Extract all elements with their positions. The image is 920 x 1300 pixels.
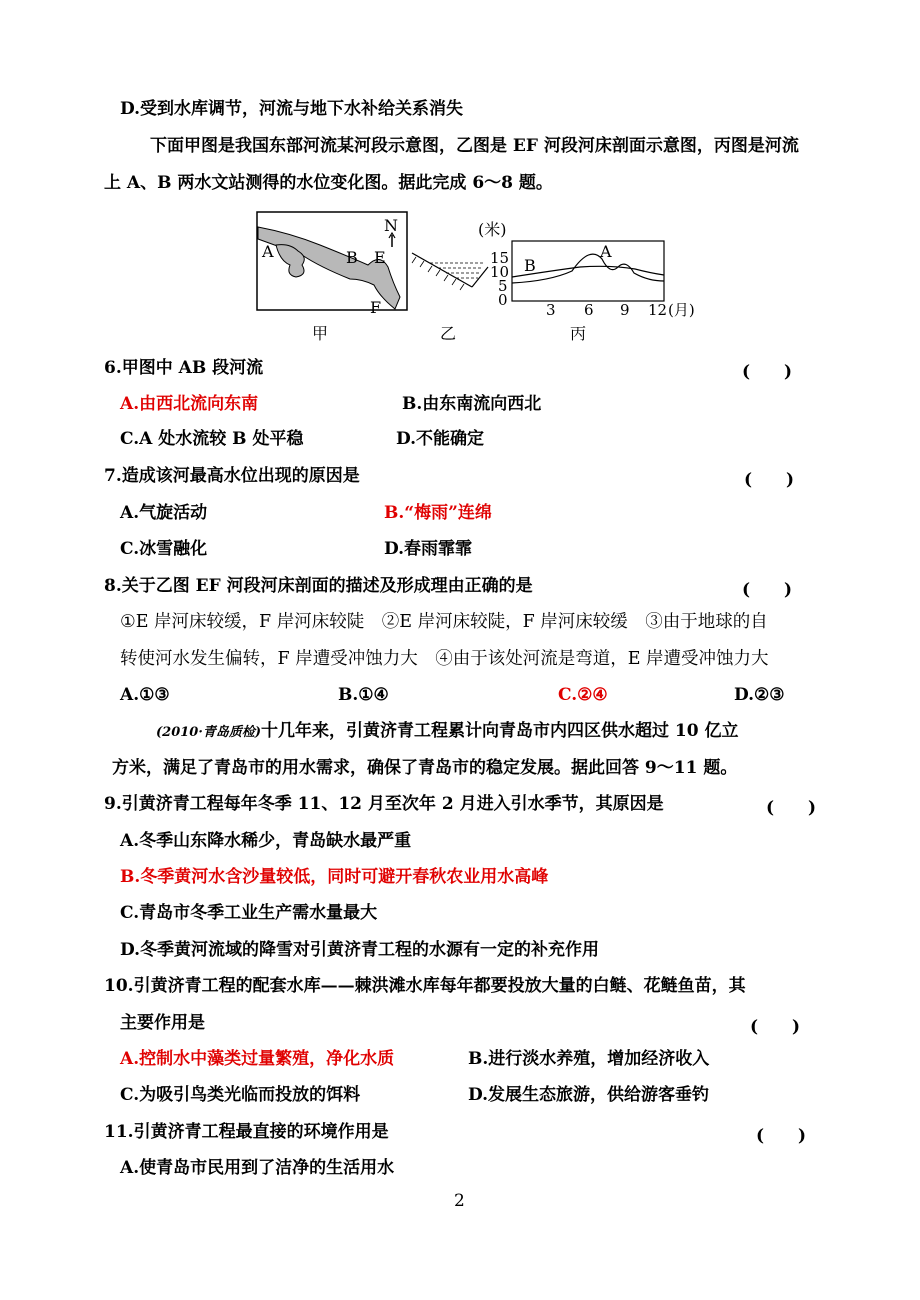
q10-option-c: C.为吸引鸟类光临而投放的饵料	[120, 1085, 361, 1105]
q7-stem: 7.造成该河最高水位出现的原因是	[104, 466, 360, 486]
q10-stem: 10.引黄济青工程的配套水库——棘洪滩水库每年都要投放大量的白鲢、花鲢鱼苗，其	[104, 976, 746, 996]
q7-option-b: B.“梅雨”连绵	[384, 503, 492, 523]
q6-option-a: A.由西北流向东南	[120, 394, 259, 414]
intro-9-11-line2: 方米，满足了青岛市的用水需求，确保了青岛市的稳定发展。据此回答 9～11 题。	[112, 758, 738, 778]
curve-label-a: A	[600, 242, 612, 261]
q10-answer-blank: ( )	[750, 1017, 801, 1037]
svg-text:5: 5	[498, 277, 508, 295]
q10-option-b: B.进行淡水养殖，增加经济收入	[468, 1049, 710, 1069]
svg-text:12: 12	[648, 301, 668, 319]
caption-bing: 丙	[570, 324, 587, 343]
svg-text:10: 10	[490, 263, 510, 281]
north-label: N	[384, 216, 398, 235]
q8-answer-blank: ( )	[742, 580, 793, 600]
figure-river-diagrams	[250, 205, 695, 345]
svg-text:9: 9	[620, 301, 630, 319]
q5-option-d: D.受到水库调节，河流与地下水补给关系消失	[120, 99, 464, 119]
curve-label-b: B	[524, 256, 536, 275]
svg-text:(月): (月)	[668, 301, 695, 319]
q6-answer-blank: ( )	[742, 362, 793, 382]
intro-6-8-line2: 上 A、B 两水文站测得的水位变化图。据此完成 6～8 题。	[104, 173, 553, 193]
q8-option-b: B.①④	[338, 685, 389, 705]
svg-text:6: 6	[584, 301, 594, 319]
q11-stem: 11.引黄济青工程最直接的环境作用是	[104, 1122, 389, 1142]
source-tag: (2010·青岛质检)	[156, 725, 262, 740]
bank-slope	[412, 253, 472, 287]
map-label-b: B	[346, 248, 358, 267]
q6-option-d: D.不能确定	[396, 429, 485, 449]
caption-yi: 乙	[440, 324, 457, 343]
q9-answer-blank: ( )	[766, 798, 817, 818]
q7-option-c: C.冰雪融化	[120, 539, 208, 559]
intro-6-8-line1: 下面甲图是我国东部河流某河段示意图，乙图是 EF 河段河床剖面示意图，丙图是河流	[150, 136, 799, 156]
q9-option-b: B.冬季黄河水含沙量较低，同时可避开春秋农业用水高峰	[120, 867, 549, 887]
q7-option-a: A.气旋活动	[120, 503, 208, 523]
q8-option-a: A.①③	[120, 685, 170, 705]
intro-9-11-line1: (2010·青岛质检)十几年来，引黄济青工程累计向青岛市内四区供水超过 10 亿立	[156, 721, 739, 741]
q9-option-a: A.冬季山东降水稀少，青岛缺水最严重	[120, 831, 412, 851]
page-number: 2	[454, 1191, 465, 1211]
q9-stem: 9.引黄济青工程每年冬季 11、12 月至次年 2 月进入引水季节，其原因是	[104, 794, 664, 814]
q11-answer-blank: ( )	[756, 1126, 807, 1146]
chart-unit: (米)	[478, 220, 507, 239]
svg-text:15: 15	[490, 249, 510, 267]
caption-jia: 甲	[312, 324, 329, 343]
q8-statements-line1: ①E 岸河床较缓，F 岸河床较陡 ②E 岸河床较陡，F 岸河床较缓 ③由于地球的自	[120, 612, 768, 632]
q6-option-c: C.A 处水流较 B 处平稳	[120, 429, 304, 449]
q10-option-a: A.控制水中藻类过量繁殖，净化水质	[120, 1049, 395, 1069]
q6-option-b: B.由东南流向西北	[402, 394, 542, 414]
q8-statements-line2: 转使河水发生偏转，F 岸遭受冲蚀力大 ④由于该处河流是弯道，E 岸遭受冲蚀力大	[120, 649, 769, 669]
map-label-a: A	[262, 242, 274, 261]
q10-stem-line2: 主要作用是	[120, 1013, 205, 1033]
q8-option-c: C.②④	[558, 685, 608, 705]
q11-option-a: A.使青岛市民用到了洁净的生活用水	[120, 1158, 395, 1178]
svg-text:3: 3	[546, 301, 556, 319]
q8-option-d: D.②③	[734, 685, 785, 705]
river-body	[258, 227, 400, 309]
map-label-f: F	[370, 298, 382, 317]
map-label-e: E	[374, 248, 386, 267]
q6-stem: 6.甲图中 AB 段河流	[104, 358, 264, 378]
q8-stem: 8.关于乙图 EF 河段河床剖面的描述及形成理由正确的是	[104, 576, 533, 596]
q9-option-d: D.冬季黄河流域的降雪对引黄济青工程的水源有一定的补充作用	[120, 940, 600, 960]
q7-answer-blank: ( )	[744, 470, 795, 490]
svg-text:0: 0	[498, 291, 508, 309]
q10-option-d: D.发展生态旅游，供给游客垂钓	[468, 1085, 710, 1105]
q9-option-c: C.青岛市冬季工业生产需水量最大	[120, 903, 378, 923]
q7-option-d: D.春雨霏霏	[384, 539, 473, 559]
